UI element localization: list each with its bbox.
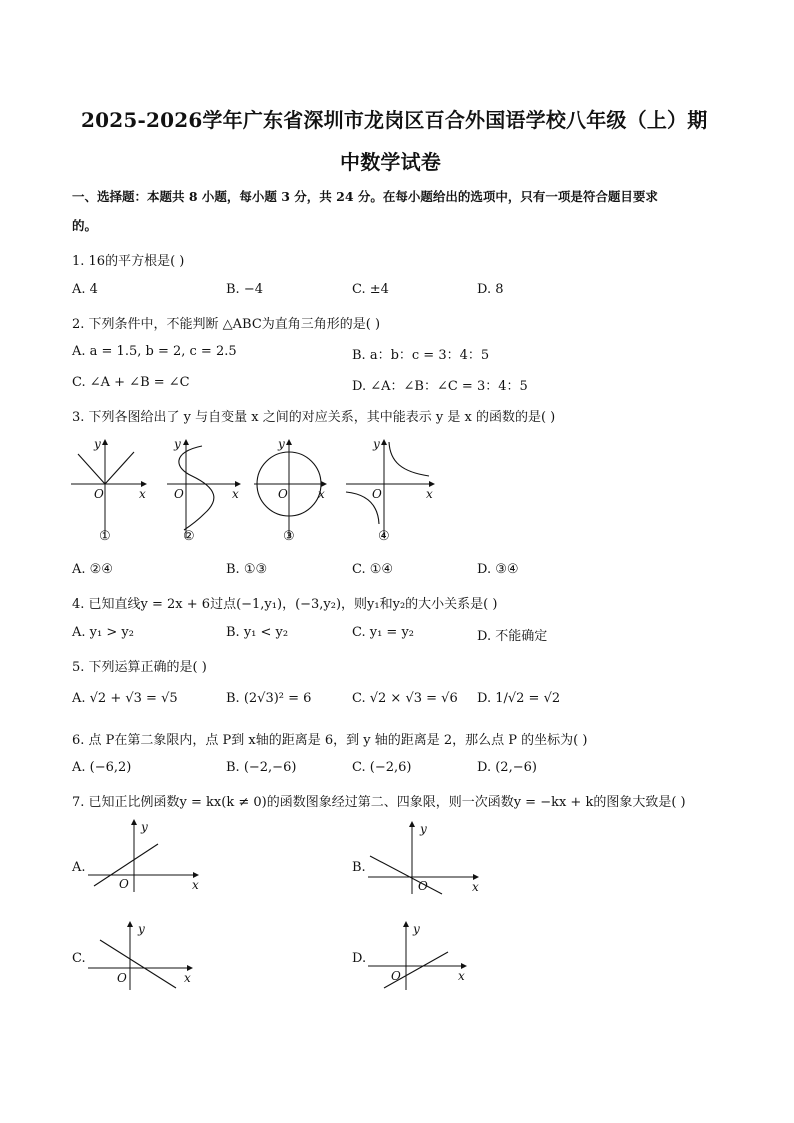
- svg-text:x: x: [184, 971, 191, 985]
- svg-text:y: y: [174, 437, 181, 451]
- q3-figure-label-2: ②: [183, 529, 195, 544]
- q4-option-c: C. y₁ = y₂: [352, 625, 415, 640]
- q5-option-d: D. 1/√2 = √2: [477, 691, 561, 706]
- svg-text:y: y: [141, 820, 148, 834]
- q6-option-d: D. (2,−6): [477, 760, 537, 775]
- svg-text:x: x: [192, 878, 199, 892]
- q1-option-d: D. 8: [477, 282, 504, 297]
- q7-graph-d: [366, 918, 476, 992]
- question-2-stem: 2. 下列条件中，不能判断 △ABC为直角三角形的是( ): [72, 317, 381, 332]
- svg-text:x: x: [472, 880, 479, 894]
- q3-option-a: A. ②④: [72, 562, 113, 577]
- graph-1-v-shape: [71, 437, 146, 538]
- graph-2-s-curve: [167, 437, 240, 538]
- q7-option-a: A.: [72, 860, 86, 875]
- svg-text:O: O: [119, 877, 129, 891]
- q4-option-a: A. y₁ > y₂: [72, 625, 134, 640]
- q3-figure-label-1: ①: [99, 529, 111, 544]
- q1-option-c: C. ±4: [352, 282, 389, 297]
- q7-graph-c: [86, 918, 206, 992]
- question-4-stem: 4. 已知直线y = 2x + 6过点(−1,y₁)，(−3,y₂)，则y₁和y₂的大小关系是( ): [72, 597, 498, 612]
- graph-3-circle: [254, 437, 326, 538]
- svg-text:y: y: [278, 437, 285, 451]
- q7-graph-b: [366, 818, 486, 898]
- q2-option-d: D. ∠A：∠B：∠C = 3：4：5: [352, 379, 528, 394]
- svg-text:O: O: [117, 971, 127, 985]
- svg-text:O: O: [391, 969, 401, 983]
- q4-option-d: D. 不能确定: [477, 629, 548, 644]
- page-title-line2: 中数学试卷: [340, 150, 441, 174]
- svg-text:y: y: [413, 922, 420, 936]
- q1-option-b: B. −4: [226, 282, 263, 297]
- q3-option-d: D. ③④: [477, 562, 519, 577]
- graph-4-hyperbola: [346, 437, 434, 538]
- svg-text:y: y: [94, 437, 101, 451]
- q6-option-a: A. (−6,2): [72, 760, 132, 775]
- q6-option-c: C. (−2,6): [352, 760, 412, 775]
- section-header-line2: 的。: [72, 218, 98, 233]
- q6-option-b: B. (−2,−6): [226, 760, 297, 775]
- q7-graph-a: [86, 816, 206, 896]
- svg-text:O: O: [418, 879, 428, 893]
- q5-option-a: A. √2 + √3 = √5: [72, 691, 178, 706]
- q1-option-a: A. 4: [72, 282, 98, 297]
- svg-text:x: x: [426, 487, 433, 501]
- q2-option-c: C. ∠A + ∠B = ∠C: [72, 375, 190, 390]
- section-header-line1: 一、选择题：本题共 8 小题，每小题 3 分，共 24 分。在每小题给出的选项中，只有一项是符合题目要求: [72, 189, 658, 204]
- svg-text:x: x: [232, 487, 239, 501]
- q5-option-b: B. (2√3)² = 6: [226, 691, 312, 706]
- question-6-stem: 6. 点 P在第二象限内，点 P到 x轴的距离是 6，到 y 轴的距离是 2，那么点 P 的坐标为( ): [72, 733, 588, 748]
- svg-text:y: y: [138, 922, 145, 936]
- question-1-stem: 1. 16的平方根是( ): [72, 254, 185, 269]
- q3-figure-label-3: ③: [283, 529, 295, 544]
- q7-option-d: D.: [352, 951, 367, 966]
- question-3-stem: 3. 下列各图给出了 y 与自变量 x 之间的对应关系，其中能表示 y 是 x 的函数的是( ): [72, 410, 556, 425]
- q2-option-a: A. a = 1.5, b = 2, c = 2.5: [72, 344, 237, 359]
- svg-text:x: x: [139, 487, 146, 501]
- svg-text:y: y: [373, 437, 380, 451]
- q7-option-c: C.: [72, 951, 86, 966]
- svg-text:O: O: [372, 487, 382, 501]
- svg-text:O: O: [174, 487, 184, 501]
- question-5-stem: 5. 下列运算正确的是( ): [72, 660, 207, 675]
- q3-figure-label-4: ④: [378, 529, 390, 544]
- question-7-stem: 7. 已知正比例函数y = kx(k ≠ 0)的函数图象经过第二、四象限，则一次函数y = −kx + k的图象大致是( ): [72, 795, 686, 810]
- q2-option-b: B. a：b：c = 3：4：5: [352, 348, 490, 363]
- q4-option-b: B. y₁ < y₂: [226, 625, 289, 640]
- page-title-line1: 2025-2026学年广东省深圳市龙岗区百合外国语学校八年级（上）期: [81, 108, 708, 132]
- svg-text:x: x: [318, 487, 325, 501]
- svg-text:x: x: [458, 969, 465, 983]
- svg-text:O: O: [94, 487, 104, 501]
- q7-option-b: B.: [352, 860, 366, 875]
- q5-option-c: C. √2 × √3 = √6: [352, 691, 458, 706]
- q3-option-c: C. ①④: [352, 562, 394, 577]
- svg-text:y: y: [420, 822, 427, 836]
- svg-text:O: O: [278, 487, 288, 501]
- q3-option-b: B. ①③: [226, 562, 268, 577]
